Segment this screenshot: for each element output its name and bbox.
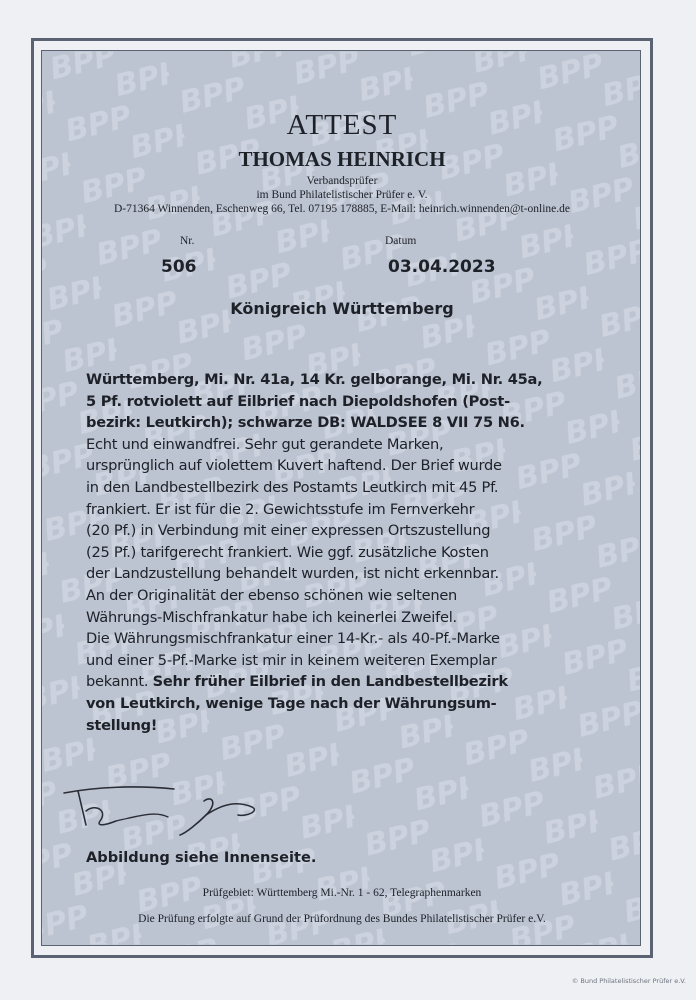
body-line: Währungs-Mischfrankatur habe ich keinerlei Zweifel. (86, 608, 457, 626)
handwritten-signature (56, 781, 276, 845)
body-line: der Landzustellung behandelt wurden, ist nicht erkennbar. (86, 565, 499, 583)
body-line: An der Originalität der ebenso schönen wie seltenen (86, 586, 458, 604)
body-line: in den Landbestellbezirk des Postamts Leutkirch mit 45 Pf. (86, 478, 499, 496)
body-line: (25 Pf.) tarifgerecht frankiert. Wie ggf. zusätzliche Kosten (86, 543, 489, 561)
body-line: frankiert. Er ist für die 2. Gewichtsstufe im Fernverkehr (86, 500, 475, 518)
certificate-title: ATTEST (286, 109, 398, 141)
body-line: Die Währungsmischfrankatur einer 14-Kr.- als 40-Pf.-Marke (86, 630, 500, 648)
number-label: Nr. (180, 235, 195, 247)
examiner-address: D-71364 Winnenden, Eschenweg 66, Tel. 07195 178885, E-Mail: heinrich.winnenden@t-online.de (113, 203, 571, 215)
copyright-note: © Bund Philatelistischer Prüfer e.V. (571, 977, 686, 985)
figure-reference: Abbildung siehe Innenseite. (86, 849, 317, 866)
body-line: (20 Pf.) in Verbindung mit einer expressen Ortszustellung (86, 522, 491, 540)
certificate-date: 03.04.2023 (388, 257, 496, 277)
certificate-body (86, 369, 626, 736)
examiner-association: im Bund Philatelistischer Prüfer e. V. (256, 189, 428, 201)
body-text-emphasis: Sehr früher Eilbrief in den Landbestellbezirk (152, 673, 508, 691)
examiner-name: THOMAS HEINRICH (238, 147, 446, 171)
body-line: stellung! (86, 716, 158, 734)
certificate-number: 506 (161, 257, 197, 277)
body-line: Echt und einwandfrei. Sehr gut gerandete Marken, (86, 435, 444, 453)
certificate-content (42, 51, 641, 946)
body-line: ursprünglich auf violettem Kuvert haftend. Der Brief wurde (86, 457, 502, 475)
body-line: 5 Pf. rotviolett auf Eilbrief nach Diepoldshofen (Post- (86, 392, 510, 410)
certificate-field (41, 50, 641, 946)
body-text-normal: bekannt. (86, 673, 153, 691)
body-line: bezirk: Leutkirch); schwarze DB: WALDSEE 8 VII 75 N6. (86, 414, 525, 432)
body-line: Württemberg, Mi. Nr. 41a, 14 Kr. gelborange, Mi. Nr. 45a, (86, 371, 543, 388)
body-line: und einer 5-Pf.-Marke ist mir in keinem weiteren Exemplar (86, 651, 497, 669)
date-label: Datum (385, 235, 417, 247)
body-line: von Leutkirch, wenige Tage nach der Währungsum- (86, 694, 497, 712)
certificate-heading: Königreich Württemberg (230, 299, 454, 318)
examiner-role: Verbandsprüfer (306, 175, 378, 187)
examination-basis: Die Prüfung erfolgte auf Grund der Prüfordnung des Bundes Philatelistischer Prüfer e.V. (138, 913, 546, 925)
examination-scope: Prüfgebiet: Württemberg Mi.-Nr. 1 - 62, Telegraphenmarken (202, 887, 482, 899)
body-line (86, 671, 626, 693)
